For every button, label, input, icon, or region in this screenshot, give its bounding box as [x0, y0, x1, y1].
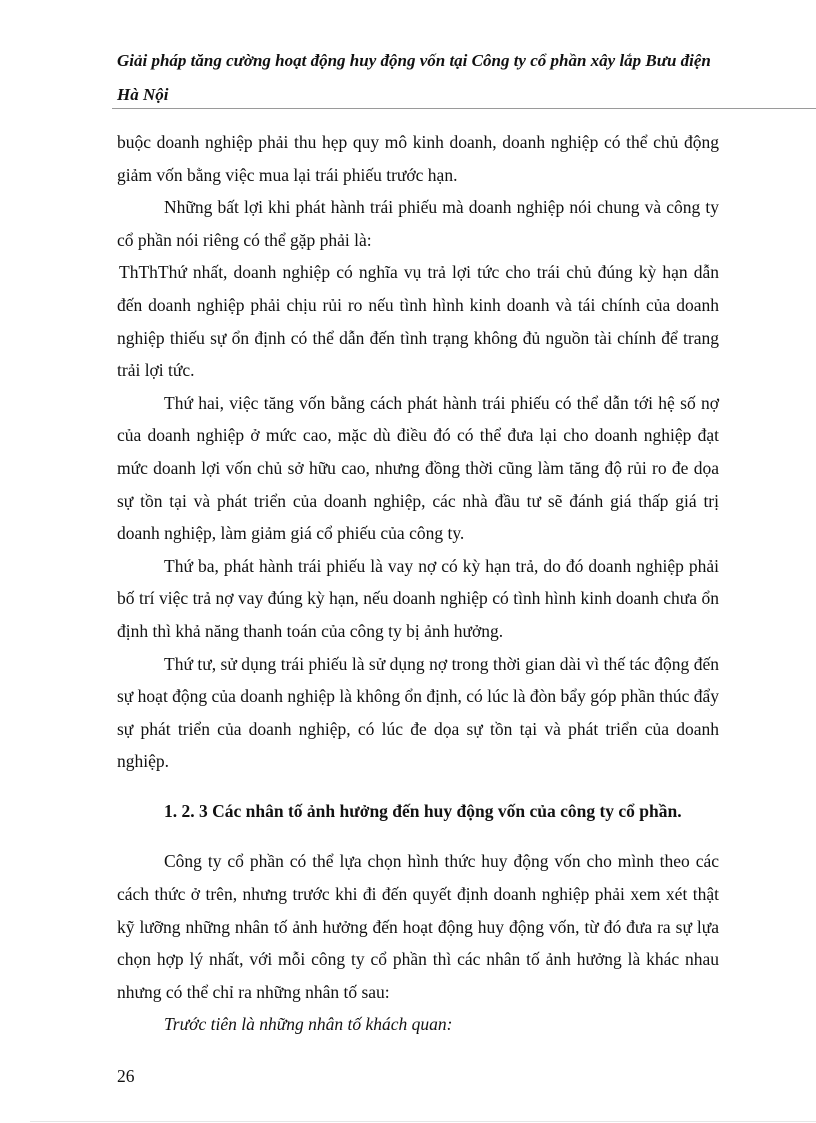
paragraph-second-disadvantage: Thứ hai, việc tăng vốn bằng cách phát hành trái phiếu có thể dẫn tới hệ số nợ của doanh nghiệp ở mức cao, mặc dù điều đó có thể đưa lại cho doanh nghiệp đạt mức doanh lợi vốn chủ sở hữu cao, nhưng đồng thời cũng làm tăng độ rủi ro đe dọa sự tồn tại và phát triển của doanh nghiệp, các nhà đầu tư sẽ đánh giá thấp giá trị doanh nghiệp, làm giảm giá cổ phiếu của công ty.: [117, 392, 719, 544]
paragraph-third-disadvantage: Thứ ba, phát hành trái phiếu là vay nợ có kỳ hạn trả, do đó doanh nghiệp phải bố trí việc trả nợ vay đúng kỳ hạn, nếu doanh nghiệp có tình hình kinh doanh chưa ổn định thì khả năng thanh toán của công ty bị ảnh hưởng.: [117, 555, 719, 641]
header-divider: [112, 108, 816, 109]
paragraph-factors-intro: Công ty cổ phần có thể lựa chọn hình thức huy động vốn cho mình theo các cách thức ở trên, nhưng trước khi đi đến quyết định doanh nghiệp phải xem xét thật kỹ lưỡng những nhân tố ảnh hưởng đến hoạt động huy động vốn, từ đó đưa ra sự lựa chọn hợp lý nhất, với mỗi công ty cổ phần thì các nhân tố ảnh hưởng là khác nhau nhưng có thể chỉ ra những nhân tố sau:: [117, 851, 719, 1002]
paragraph-objective-factors: Trước tiên là những nhân tố khách quan:: [164, 1014, 453, 1035]
page-body: [117, 126, 719, 1041]
footer-divider: [30, 1121, 816, 1122]
running-header: Giải pháp tăng cường hoạt động huy động vốn tại Công ty cổ phần xây lắp Bưu điện Hà Nội: [117, 51, 711, 104]
page-number: 26: [117, 1066, 135, 1086]
paragraph-first-disadvantage: ThThThứ nhất, doanh nghiệp có nghĩa vụ trả lợi tức cho trái chủ đúng kỳ hạn dẫn đến doanh nghiệp phải chịu rủi ro nếu tình hình kinh doanh và tái chính của doanh nghiệp thiếu sự ổn định có thể dẫn đến tình trạng không đủ nguồn tài chính để trang trải lợi tức.: [117, 262, 719, 381]
paragraph-fourth-disadvantage: Thứ tư, sử dụng trái phiếu là sử dụng nợ trong thời gian dài vì thế tác động đến sự hoạt động của doanh nghiệp là không ổn định, có lúc là đòn bẩy góp phần thúc đẩy sự phát triển của doanh nghiệp, có lúc đe dọa sự tồn tại và phát triển của doanh nghiệp.: [117, 653, 719, 772]
section-heading: 1. 2. 3 Các nhân tố ảnh hưởng đến huy động vốn của công ty cổ phần.: [164, 801, 682, 822]
paragraph-continuation: buộc doanh nghiệp phải thu hẹp quy mô kinh doanh, doanh nghiệp có thể chủ động giảm vốn bằng việc mua lại trái phiếu trước hạn.: [117, 132, 719, 185]
paragraph-bond-disadvantages-intro: Những bất lợi khi phát hành trái phiếu mà doanh nghiệp nói chung và công ty cổ phần nói riêng có thể gặp phải là:: [117, 197, 719, 250]
